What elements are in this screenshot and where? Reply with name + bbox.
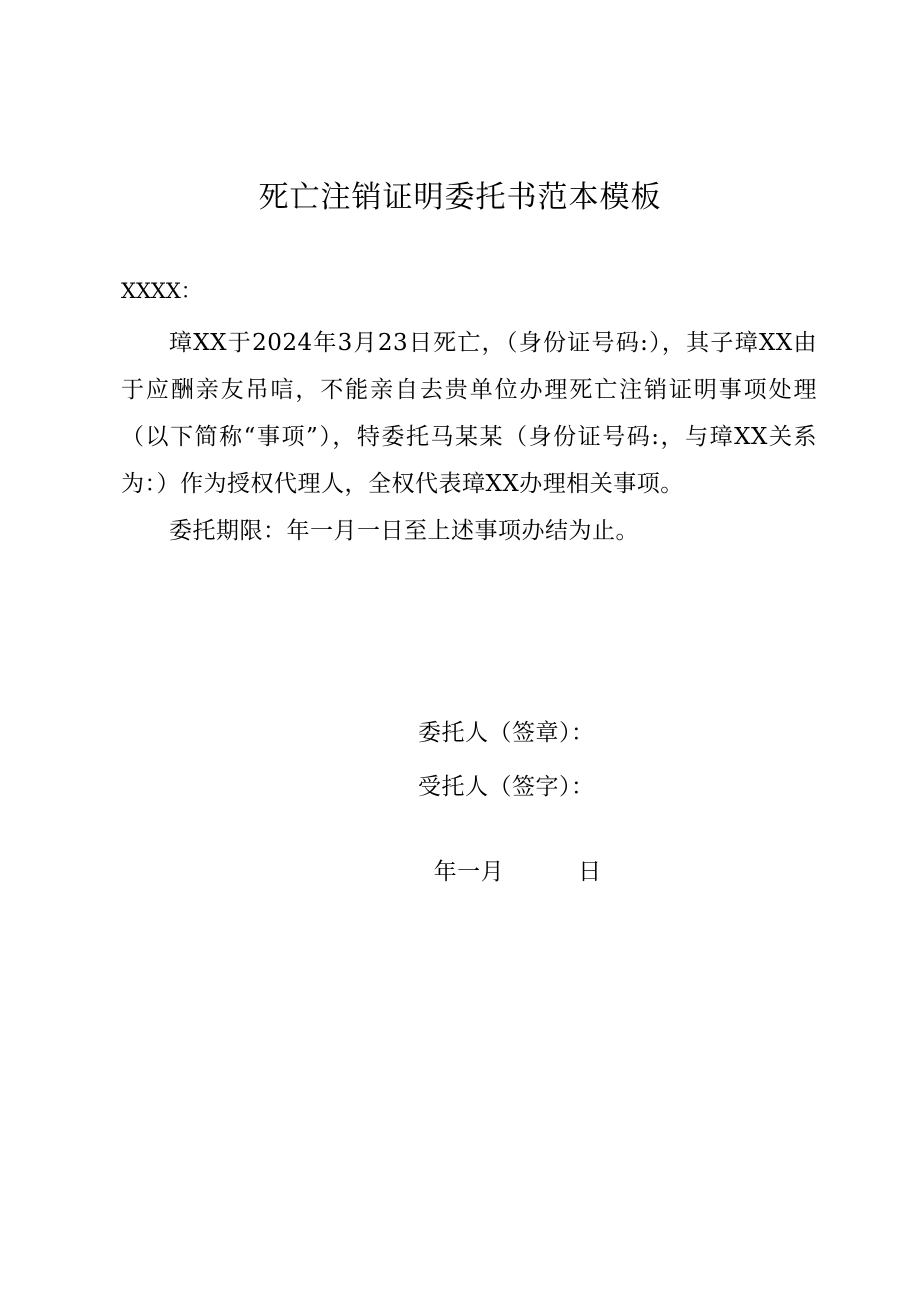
salutation: XXXX： xyxy=(121,279,202,303)
document-title: 死亡注销证明委托书范本模板 xyxy=(258,180,662,215)
principal-signature-label: 委托人（签章）： xyxy=(418,720,595,746)
body-paragraph-main: 璋XX于2024年3月23日死亡，（身份证号码:），其子璋XX由于应酬亲友吊唁，不能亲自去贵单位办理死亡注销证明事项处理（以下简称“事项”），特委托马某某（身份证号码:，与璋XX关系为：）作为授权代理人，全权代表璋XX办理相关事项。 xyxy=(121,330,817,497)
date-day: 日 xyxy=(578,859,602,885)
document-body xyxy=(121,320,817,555)
agent-signature-label: 受托人（签字）： xyxy=(418,774,595,800)
body-paragraph-term: 委托期限：年一月一日至上述事项办结为止。 xyxy=(169,518,639,544)
date-year-month: 年一月 xyxy=(433,859,505,885)
signature-date xyxy=(418,827,602,887)
